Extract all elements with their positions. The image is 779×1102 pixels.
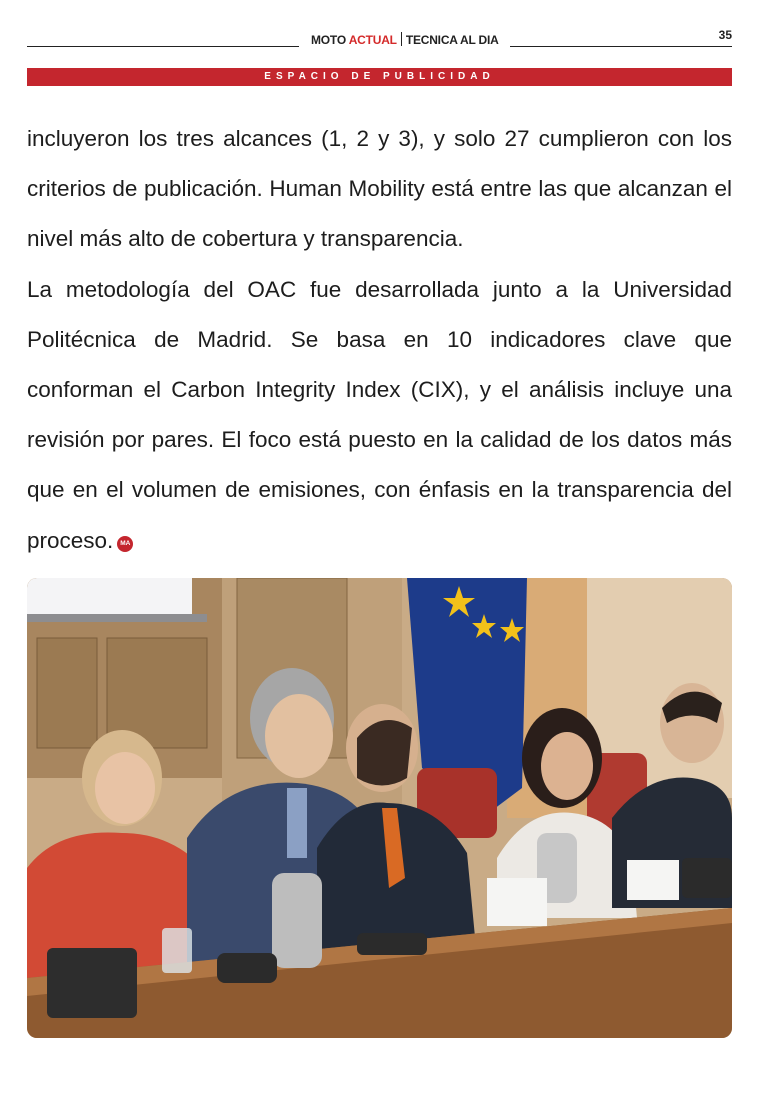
header-rule-left — [27, 46, 299, 47]
article-paragraph-2-text: La metodología del OAC fue desarrollada junto a la Universidad Politécnica de Madrid. Se basa en 10 indicadores clave que conforman el Carbon Integrity Index (CIX), y el análisis incluye una revisión por pares. El foco está puesto en la calidad de los datos más que en el volumen de emisiones, con énfasis en la transparencia del proceso. — [27, 276, 732, 553]
article-body — [27, 114, 732, 566]
ad-banner: ESPACIO DE PUBLICIDAD — [27, 68, 732, 86]
header-rule-right — [510, 46, 732, 47]
ma-logo-icon: MA — [117, 536, 133, 552]
page-header — [27, 28, 732, 52]
section-title: TECNICA AL DIA — [405, 33, 499, 47]
header-brand — [311, 32, 499, 47]
panel-meeting-photo — [27, 578, 732, 1038]
header-separator — [401, 32, 402, 46]
article-paragraph-2 — [27, 265, 732, 566]
article-paragraph-1: incluyeron los tres alcances (1, 2 y 3), y solo 27 cumplieron con los criterios de publicación. Human Mobility está entre las que alcanzan el nivel más alto de cobertura y transparencia. — [27, 126, 732, 252]
brand-actual: ACTUAL — [348, 33, 397, 47]
article-photo — [27, 578, 732, 1038]
page-number: 35 — [718, 28, 732, 42]
brand-moto: MOTO — [311, 33, 346, 47]
